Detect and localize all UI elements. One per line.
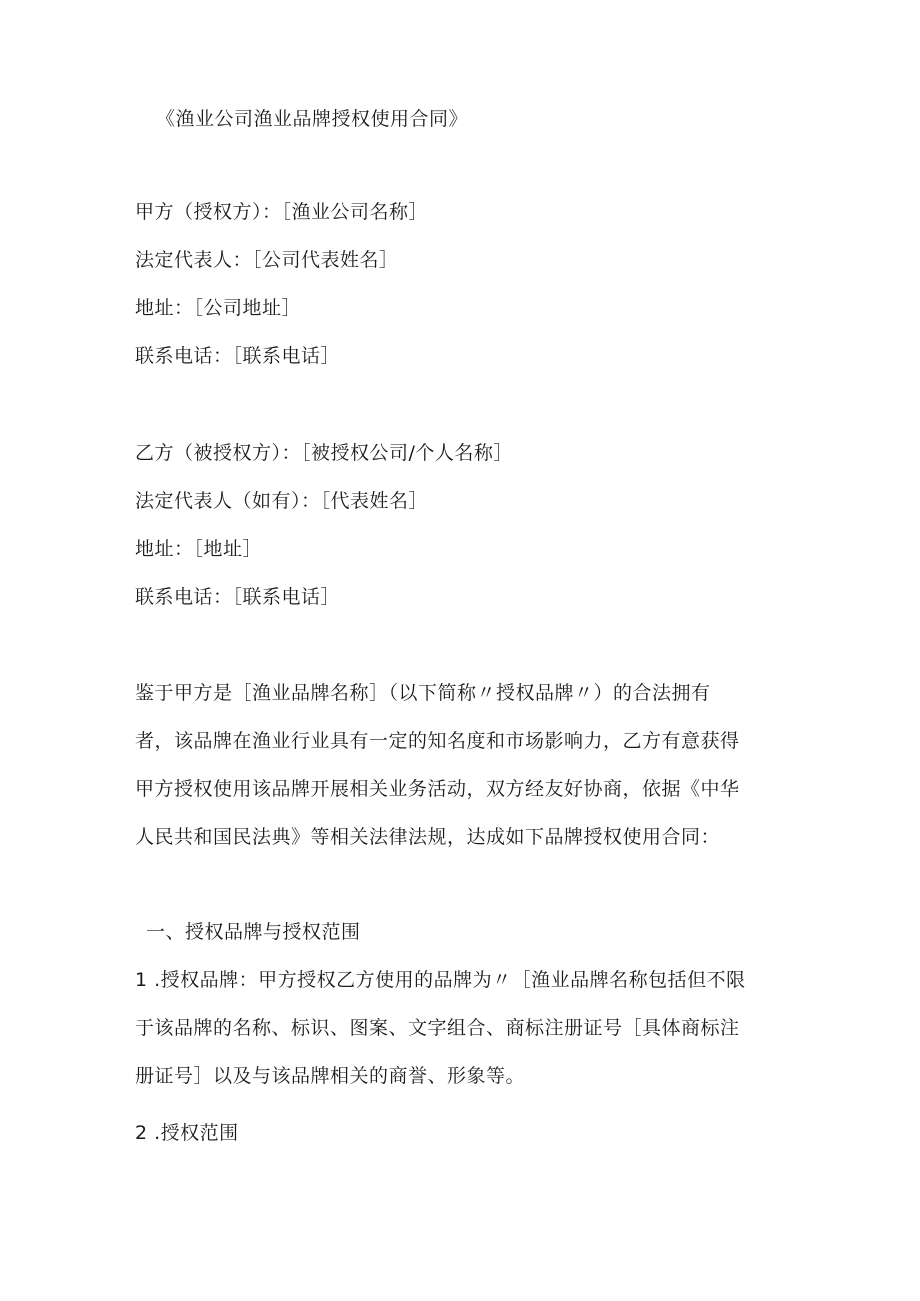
preamble-line: 甲方授权使用该品牌开展相关业务活动，双方经友好协商，依据《中华: [135, 778, 740, 800]
preamble-line: 者，该品牌在渔业行业具有一定的知名度和市场影响力，乙方有意获得: [135, 730, 740, 752]
party-a-phone: 联系电话：［联系电话］: [135, 345, 341, 367]
preamble-line: 人民共和国民法典》等相关法律法规，达成如下品牌授权使用合同：: [135, 826, 721, 848]
party-b-phone: 联系电话：［联系电话］: [135, 586, 341, 608]
party-a-representative: 法定代表人：［公司代表姓名］: [135, 249, 399, 271]
party-b-name: 乙方（被授权方）：［被授权公司/个人名称］: [135, 442, 513, 464]
clause-2-heading: 2 .授权范围: [135, 1122, 239, 1144]
party-b-representative: 法定代表人（如有）：［代表姓名］: [135, 490, 429, 512]
party-b-address: 地址：［地址］: [135, 538, 263, 560]
clause-1-line: 册证号］以及与该品牌相关的商誉、形象等。: [135, 1065, 526, 1087]
document-title: 《渔业公司渔业品牌授权使用合同》: [156, 108, 469, 130]
clause-1-line: 于该品牌的名称、标识、图案、文字组合、商标注册证号［具体商标注: [135, 1017, 740, 1039]
party-a-address: 地址：［公司地址］: [135, 297, 302, 319]
preamble-line: 鉴于甲方是［渔业品牌名称］（以下简称〃授权品牌〃）的合法拥有: [135, 682, 711, 704]
clause-1-line: 1 .授权品牌：甲方授权乙方使用的品牌为〃［渔业品牌名称包括但不限: [135, 969, 746, 991]
section-heading: 一、授权品牌与授权范围: [146, 921, 361, 943]
party-a-name: 甲方（授权方）：［渔业公司名称］: [135, 201, 429, 223]
